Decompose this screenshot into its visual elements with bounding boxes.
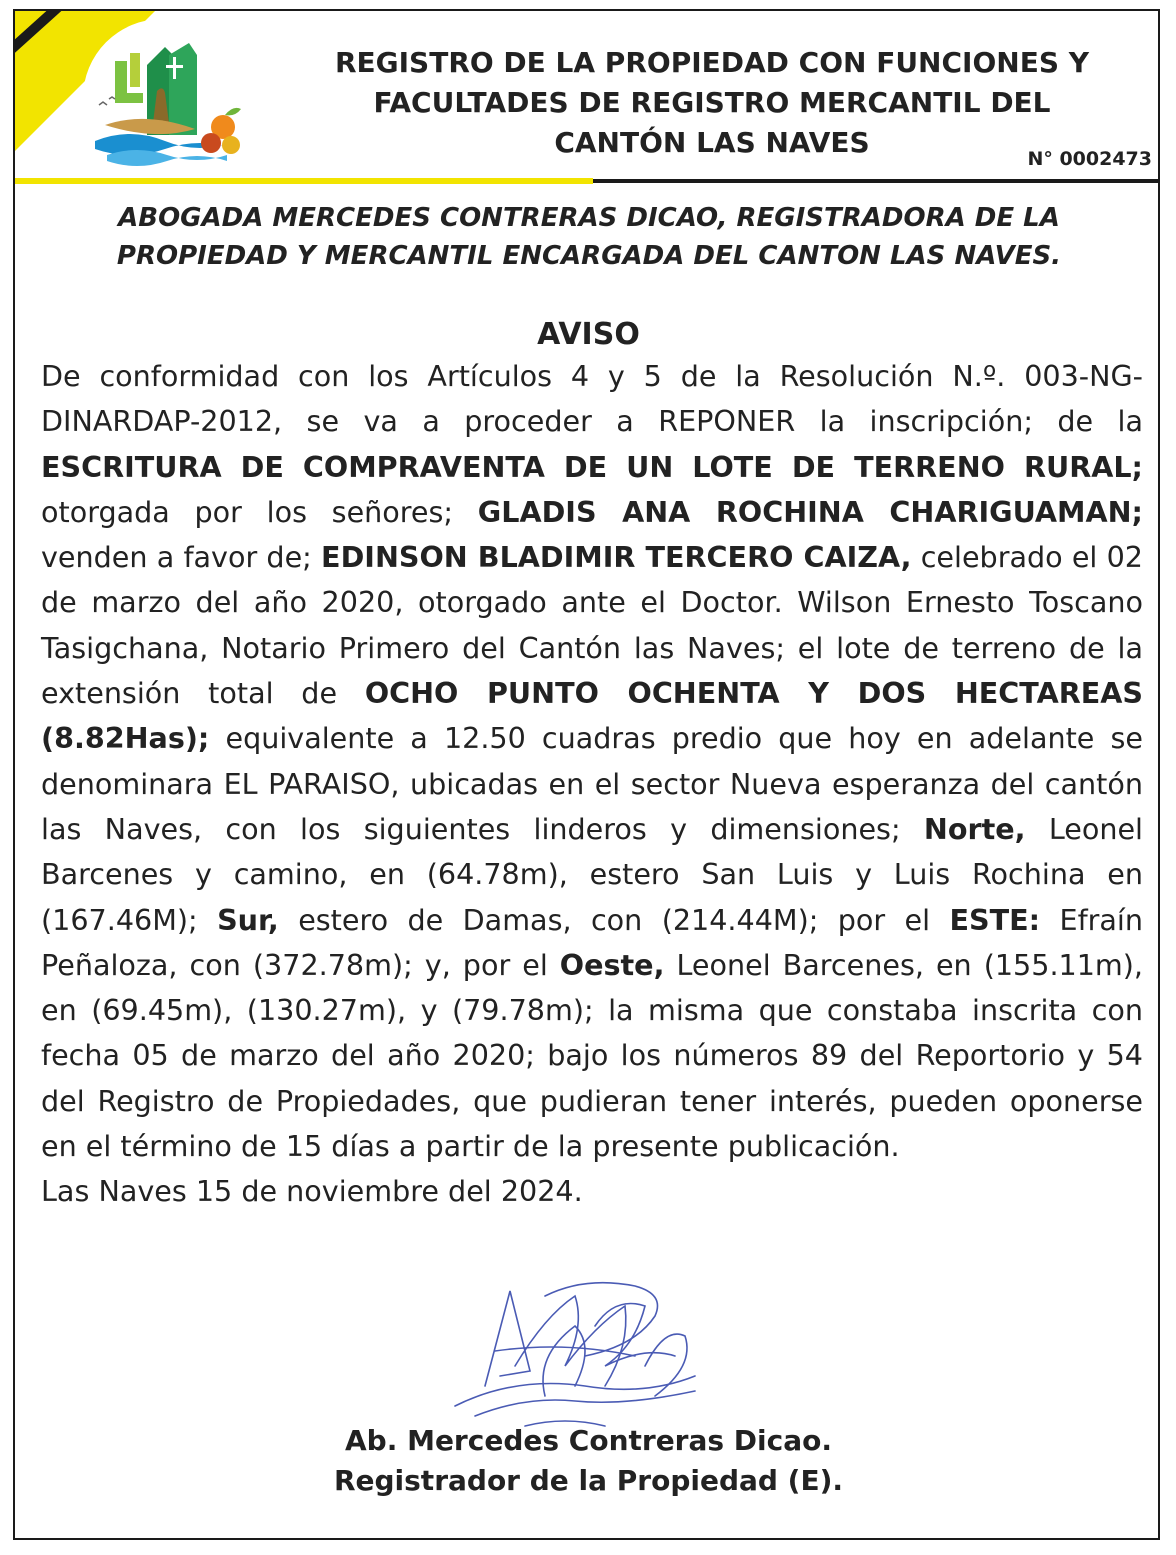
- registry-title-line-3: CANTÓN LAS NAVES: [554, 126, 870, 159]
- municipal-logo-icon: [85, 25, 245, 175]
- notice-body: [41, 354, 1143, 1215]
- body-segment: celebrado el 02 de marzo del año 2020, otorgado ante el Doctor. Wilson Ernesto Toscano Tasigchana, Notario Primero del Cantón las Naves; el lote de terreno de la extensión total de: [41, 540, 1143, 711]
- registry-title-line-2: FACULTADES DE REGISTRO MERCANTIL DEL: [373, 86, 1051, 119]
- south-boundary-label: Sur,: [217, 902, 279, 937]
- buyer-name: EDINSON BLADIMIR TERCERO CAIZA,: [321, 540, 912, 575]
- west-boundary-label: Oeste,: [559, 947, 665, 982]
- registry-title-line-1: REGISTRO DE LA PROPIEDAD CON FUNCIONES Y: [334, 46, 1090, 79]
- signature-block: [15, 1421, 1160, 1501]
- north-boundary-label: Norte,: [923, 811, 1026, 846]
- notice-frame: [13, 9, 1160, 1540]
- registrar-heading-line-2: PROPIEDAD Y MERCANTIL ENCARGADA DEL CANTON LAS NAVES.: [116, 241, 1062, 271]
- registry-title: [277, 43, 1147, 163]
- header-divider-yellow: [15, 178, 593, 184]
- body-segment: De conformidad con los Artículos 4 y 5 de la Resolución N.º. 003-NG- DINARDAP-2012, se va a proceder a REPONER la inscripción; de la: [41, 359, 1143, 439]
- seller-name: GLADIS ANA ROCHINA CHARIGUAMAN;: [477, 494, 1143, 529]
- handwritten-signature: [395, 1266, 755, 1441]
- signatory-name: Ab. Mercedes Contreras Dicao.: [344, 1424, 833, 1457]
- body-segment: venden a favor de;: [41, 540, 322, 575]
- registrar-heading: [29, 199, 1149, 275]
- east-boundary-text: Efraín Peñaloza, con (372.78m); y, por el: [41, 902, 1143, 982]
- body-segment: equivalente a 12.50 cuadras predio que hoy en adelante se denominara EL PARAISO, ubicadas en el sector Nueva esperanza del cantón las Naves, con los siguientes linderos y dimensiones;: [41, 721, 1143, 846]
- body-segment: otorgada por los señores;: [41, 494, 478, 529]
- north-boundary-text: Leonel Barcenes y camino, en (64.78m), estero San Luis y Luis Rochina en (167.46M);: [41, 811, 1143, 937]
- place-date: Las Naves 15 de noviembre del 2024.: [41, 1174, 583, 1209]
- west-boundary-text: Leonel Barcenes, en (155.11m), en (69.45m), (130.27m), y (79.78m); la misma que constaba inscrita con fecha 05 de marzo del año 2020; bajo los números 89 del Reportorio y 54 del Registro de Propiedades, que pudieran tener interés, pueden oponerse en el término de 15 días a partir de la presente publicación.: [41, 947, 1144, 1164]
- deed-type: ESCRITURA DE COMPRAVENTA DE UN LOTE DE TERRENO RURAL;: [41, 449, 1143, 484]
- east-boundary-label: ESTE:: [949, 902, 1041, 937]
- signatory-role: Registrador de la Propiedad (E).: [333, 1464, 844, 1497]
- registrar-heading-line-1: ABOGADA MERCEDES CONTRERAS DICAO, REGISTRADORA DE LA: [118, 203, 1060, 233]
- header-divider-black: [593, 179, 1160, 183]
- south-boundary-text: estero de Damas, con (214.44M); por el: [278, 902, 950, 937]
- land-area: OCHO PUNTO OCHENTA Y DOS HECTAREAS (8.82Has);: [41, 676, 1143, 756]
- notice-heading: AVISO: [537, 317, 640, 352]
- document-number: N° 0002473: [1027, 148, 1152, 170]
